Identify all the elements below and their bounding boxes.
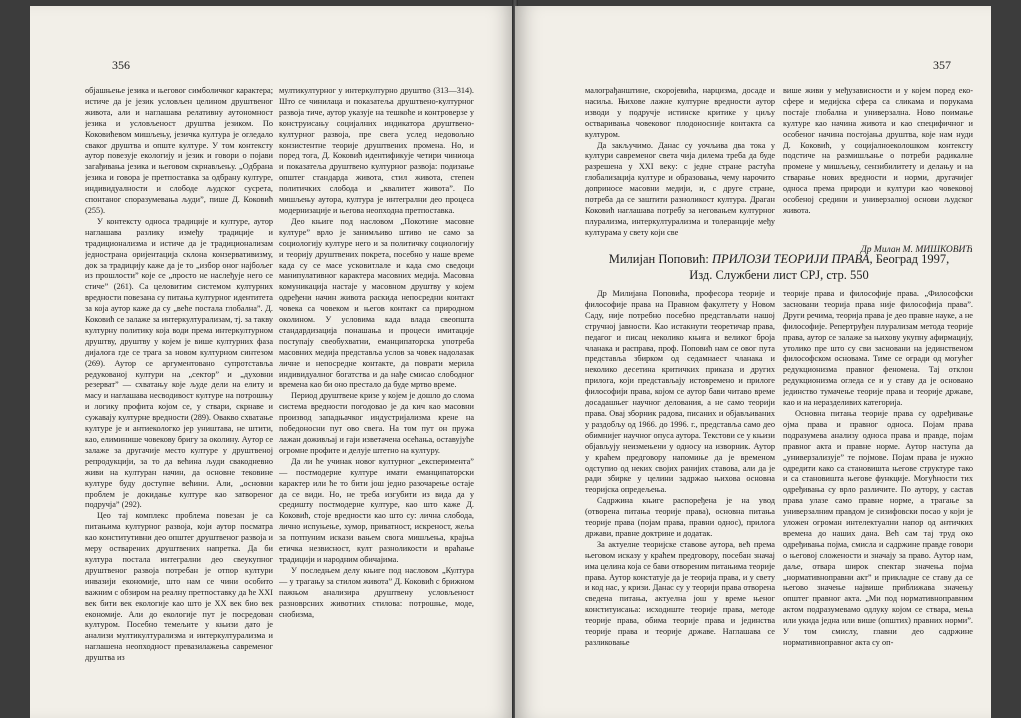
right-column-4	[783, 289, 973, 707]
paragraph: У последњем делу књиге под насловом „Култура — у трагању за стилом живота” Д. Коковић с брижном пажњом анализира друштвену условљеност разноврсних животних стилова: потрошње, моде, снобизма,	[279, 565, 474, 619]
paragraph: Да закључимо. Данас су уочљива два тока у култури савременог света чија дилема треба да буде разрешена у XXI веку: с једне стране растућа глобализација културе и образовања, чему нарочито доприносе масовни медији, и, с друге стране, потреба да се заштити разноликост култура. Драган Коковић наглашава потребу за неговањем културног плурализма, интеркултурализма и толеранције међу културама у свету који све	[585, 140, 775, 237]
page-number-right: 357	[933, 58, 951, 72]
paragraph: Садржина књиге распоређена је на увод (отворена питања теорије права), основна питања теорије права (појам права, правни однос), прилога држави, правне доктрине и додатак.	[585, 496, 775, 538]
review-book-title: ПРИЛОЗИ ТЕОРИЈИ ПРАВА,	[711, 252, 873, 266]
paragraph: Основна питања теорије права су одређивање ојма права и правног односа. Појам права подразумева анализу односа права и правде, појам правног акта и правне норме. Аутор наступа да „универзализује” те појмове. Појам права је нужно одредити како са становишта његове структуре тако и са становишта његове функције. Могућности тих одређивања су врло различите. По аутору, у састав права улазе само правне норме, а трагање за универзалним правдом је сизифовски посао у који је уложен огроман интелектуални напор од античких времена до наших дана. Већ сам тај труд око одређивања појма, смисла и садржине правде говори о његовој сложености и значају за право. Аутор нам, даље, отвара широк спектар значења појма „нормативноправни акт” и прикладне се ставу да се његово значење највише приближава значењу општег правног акта. „Ми под нормативноправним актом подразумевамо одлуку којом се ствара, мења или укида једна или више (општих) правних норми”. У том смислу, главни део садржине нормативноправног акта су оп-	[783, 408, 973, 647]
paragraph: Цео тај комплекс проблема повезан је са питањима културног развоја, који аутор посматра као конститутивни део општег друштвеног развоја и меру остварених друштвених напретка. Да би култура постала интегрални део свеукупног друштвеног развоја потребан је отпор култури инвазији економије, што нам се чини особито важним с обзиром на реалну претпоставку да ће XXI век бити век екологије као што је XX век био век економије. Али до екологије пут је посредован културом. Посебно темељите у књизи дато је анализи мултикултурализма и интеркултурализма и наглашена неопходност превазилажења савременог друштва из	[85, 511, 273, 663]
paragraph: мултикултурног у интеркултурно друштво (313—314). Што се чинилаца и показатеља друштвено-културног развоја тиче, аутор указује на тешкоће и контроверзе у конструисању социјалних индикатора друштвено-културног развоја, пре свега услед недовољно конзистентне теорије друштвених промена. Но, и поред тога, Д. Коковић идентификује четири чиниоца и показатеља друштвено културног развоја: подизање општег стандарда живота, стил живота, степен политичких слобода и „квалитет живота”. По мишљењу аутора, култура је интегрални део процеса модернизације и његова неопходна претпоставка.	[279, 86, 474, 215]
review-city-year: Београд 1997,	[875, 252, 950, 266]
right-page	[515, 6, 991, 718]
right-column-2	[783, 86, 973, 236]
review-author: Милијан Поповић:	[608, 252, 709, 266]
review-signature: Др Милан М. МИШКОВИЋ	[860, 245, 973, 255]
paragraph: Др Милијана Поповића, професора теорије и философије права на Правном факултету у Новом Саду, није потребно посебно представљати нашој стручној јавности. Као истакнути теоретичар права, педагог и писац неколико књига и великог броја чланака и расправа, проф. Поповић нам се овог пута представља збирком од седамнаест чланака и неколико десетина критичких приказа и других прилога, који представљају истовремено и прилоге философији права, којом се аутор бави читаво време досадашњег научног делования, а не само теорији права. Овај зборник радова, писаних и објављиваних у раздобљу од 1966. до 1996. г., представља само део обимнијег научног опуса аутора. Текстови се у књизи објављују неизмењени у односу на изворник. Аутор у краћем предговору напомиње да је временом одступио од неких својих ранијих ставова, али да је ради збирке у целини задржао њихова основна теоријска опредељења.	[585, 289, 775, 495]
review-heading	[585, 251, 973, 283]
paragraph: Да ли ће учинак новог културног „експеримента” — постмодерне културе имати еманципаторски карактер или ће то бити још једно разочарење остаје да се види. Но, не треба изгубити из вида да у средишту постмодерне културе, као што каже Д. Коковић, стоје вредности као што су: лична слобода, лично испуњење, хумор, приватност, искреност, жеља за потпуним искази вањем свога мишљења, крајња етичка незвисност, култ разноликости и враћање традицији и народним обичајима.	[279, 456, 474, 564]
review-publisher: Изд. Службени лист СРЈ, стр. 550	[689, 268, 869, 282]
paragraph: објашњење језика и његовог симболичког карактера; истиче да је језик условљен целином друштвеног живота, али и наглашава релативну аутономност језика и условљеност друштва језиком. По Коковићевом мишљењу, језичка култура је огледало сваког друштва и опште културе. У том контексту аутор повезује екологију и језик и говори о појави загађивања језика и његовом скрнављењу. „Одбрана језика и говора је претпоставка за одбрану културе, индивидуалности и слободе људског сусрета, спонтаног споразумевања људи”, пише Д. Коковић (255).	[85, 86, 273, 215]
page-number-left: 356	[112, 58, 130, 72]
paragraph: За актуелне теоријске ставове аутора, већ према његовом исказу у краћем предговору, посебан значај има целина која се бави отвореним питањима теорије права. Аутор констатује да је теорија права, и у свету и код нас, у кризи. Данас су у теорији права отворена сведена питања, актуелна још у време њеног конституисања: исходиште теорије права, методе теорије права, обима теорије права и јединства теорије права и теорије државе. Наглашава се разликовање	[585, 539, 775, 647]
paragraph: Период друштвене кризе у којем је дошло до слома система вредности погодовао је да кич као масовни производ западњачког индустријализма крене на победоносни пут ово свега. На том пут он пружа лажан доживљај и гаји изветачена осећања, оставујуће огромне профите и делује штетно на културу.	[279, 391, 474, 455]
right-column-3	[585, 289, 775, 707]
paragraph: више живи у међузависности и у којем поред еко-сфере и медијска сфера са сликама и порукама постаје глобална и универзална. Ново поимање културе као начина живота и као специфичног и особеног начина постојања друштва, које нам нуди Д. Коковић, у социјалноеколошком контексту подстиче на размишљање о потреби радикалне промене у мишљењу, сензибилитету и делању и на стварање нових вредности и норми, другачијег односа према природи и култури као човековој особеној средини и универзалној основи људског живота.	[783, 86, 973, 215]
left-column-1	[85, 86, 273, 708]
right-column-1	[585, 86, 775, 262]
paragraph: малограђанштине, скоројевића, нарцизма, досаде и насиља. Њихове лажне културне вредности аутор изводи у подручје истинске критике у циљу остваривања човековог плодоносније контакта са културом.	[585, 86, 775, 139]
paragraph: теорије права и философије права. „Философски засновани теорија права није философија права”. Други речима, теорија права је део правне науке, а не философије. Репертруђен плурализам метода теорије права, аутор се залаже за њихову укупну афирмацију, утолико пре што су сви засновани на јединственом философском основама. Тиме се огради од могућег редукционизма правног феномена. Тај отклон редукционизма огледа се и у ставу да је основано јединство тумачење теорије права и теорије државе, као и на неразделивих категорија.	[783, 289, 973, 408]
left-page	[30, 6, 515, 718]
paragraph: Део књиге под насловом „Покотине масовне културе” врло је занимљиво штиво не само за социологију културе него и за политичку социологију и теорију друштвених покрета, посебно у наше време када су се масе усковитлале и када смо сведоци манипулативног карактера масовних медија. Масовна комуникација настаје у масовном друштву у којем одређени начин живота раскида непосредни контакт човека са човеком и његов контакт са природном околином. У условима када влада свеопшта стандардизација понашања и процеси имитације поступају свеобухватни, еманципаторска употреба масовних медија представља услов за човек надолазак личне и непосредне контакте, да поврати мерила индивидуалног богатства и да нађе смисао слободног времена као би оно престало да буде мртво време.	[279, 216, 474, 390]
left-column-2	[279, 86, 474, 708]
paragraph: У контексту односа традиције и културе, аутор наглашава разлику између традиције и традиционализма и истиче да је традиционализам једнострана оријентација склона конзервативизму, док за традицију каже да је то „избор оног најбољег из прошлости” које се „просто не наслеђује него се стиче” (261). Са целовитим системом културних вредности повезана су питања културног идентитета за која аутор каже да су „веће постала глобална”. Д. Коковић се залаже за интеркултурализам, тј. за такву културну политику која води према интеркултурном друштву, друштву у којем је више културних фаза дијалога где се трага за новом културном синтезом (269). Аутор се аргументовано супротставља редукованој култури на „сектор” и „духовни резерват” — схватању које људе дели на елиту и масу и наглашава несводивост културе на потрошњу и логику профита којом се, у ствари, скрнаве и сужавају културне вредности (289). Овакво схватање културе је и антиекологко јер уништава, не штити, као, елиминише човекову бригу за околину. Аутор се залаже за другачије место културе у друштвеној репродукцији, за то да већина људи свакодневно живи на културан начин, да основне тековине културе буду доступне већини. Али, „основни проблем је докидање културе као затвореног подручја” (292).	[85, 216, 273, 510]
